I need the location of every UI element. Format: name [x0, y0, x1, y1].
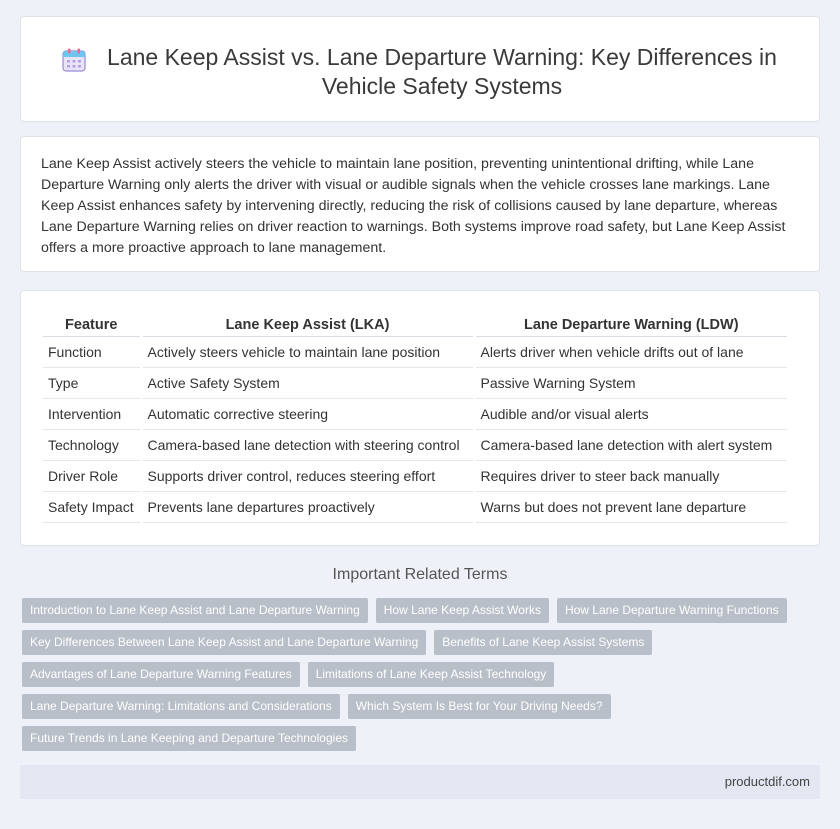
feature-cell: Type [43, 368, 141, 399]
table-row [43, 461, 787, 492]
ldw-cell: Alerts driver when vehicle drifts out of lane [474, 337, 787, 368]
related-term-link[interactable]: Key Differences Between Lane Keep Assist and Lane Departure Warning [22, 630, 426, 655]
feature-cell: Driver Role [43, 461, 141, 492]
related-term-link[interactable]: How Lane Keep Assist Works [376, 598, 549, 623]
ldw-cell: Warns but does not prevent lane departure [474, 492, 787, 523]
header-lka: Lane Keep Assist (LKA) [141, 313, 474, 337]
lka-cell: Actively steers vehicle to maintain lane position [141, 337, 474, 368]
lka-cell: Supports driver control, reduces steering effort [141, 461, 474, 492]
header-feature: Feature [43, 313, 141, 337]
related-term-link[interactable]: Introduction to Lane Keep Assist and Lane Departure Warning [22, 598, 368, 623]
feature-cell: Function [43, 337, 141, 368]
footer [20, 765, 820, 799]
ldw-cell: Passive Warning System [474, 368, 787, 399]
lka-cell: Automatic corrective steering [141, 399, 474, 430]
intro-card [20, 136, 820, 272]
table-header-row [43, 313, 787, 337]
intro-paragraph: Lane Keep Assist actively steers the vehicle to maintain lane position, preventing unintentional drifting, while Lane Departure Warning only alerts the driver with visual or audible signals when the vehicle crosses lane markings. Lane Keep Assist enhances safety by intervening directly, reducing the risk of collisions caused by lane departure, whereas Lane Departure Warning relies on driver reaction to warnings. Both systems improve road safety, but Lane Keep Assist offers a more proactive approach to lane management. [41, 156, 786, 256]
page-title: Lane Keep Assist vs. Lane Departure Warning: Key Differences in Vehicle Safety Systems [107, 44, 777, 99]
related-term-link[interactable]: Advantages of Lane Departure Warning Features [22, 662, 300, 687]
table-row [43, 368, 787, 399]
header-card [20, 16, 820, 122]
related-terms-list [22, 598, 802, 758]
related-term-link[interactable]: Future Trends in Lane Keeping and Departure Technologies [22, 726, 356, 751]
comparison-card [20, 290, 820, 546]
feature-cell: Technology [43, 430, 141, 461]
feature-cell: Safety Impact [43, 492, 141, 523]
footer-site-link[interactable]: productdif.com [724, 774, 810, 789]
feature-cell: Intervention [43, 399, 141, 430]
table-row [43, 399, 787, 430]
related-term-link[interactable]: How Lane Departure Warning Functions [557, 598, 787, 623]
related-term-link[interactable]: Benefits of Lane Keep Assist Systems [434, 630, 652, 655]
lka-cell: Prevents lane departures proactively [141, 492, 474, 523]
ldw-cell: Audible and/or visual alerts [474, 399, 787, 430]
related-term-link[interactable]: Lane Departure Warning: Limitations and Considerations [22, 694, 340, 719]
lka-cell: Camera-based lane detection with steering control [141, 430, 474, 461]
table-row [43, 430, 787, 461]
lka-cell: Active Safety System [141, 368, 474, 399]
calendar-icon [61, 47, 87, 73]
table-row [43, 337, 787, 368]
header-ldw: Lane Departure Warning (LDW) [474, 313, 787, 337]
ldw-cell: Camera-based lane detection with alert system [474, 430, 787, 461]
related-term-link[interactable]: Which System Is Best for Your Driving Needs? [348, 694, 611, 719]
comparison-table [43, 313, 787, 523]
table-row [43, 492, 787, 523]
related-term-link[interactable]: Limitations of Lane Keep Assist Technology [308, 662, 555, 687]
related-terms-title: Important Related Terms [332, 566, 508, 583]
ldw-cell: Requires driver to steer back manually [474, 461, 787, 492]
